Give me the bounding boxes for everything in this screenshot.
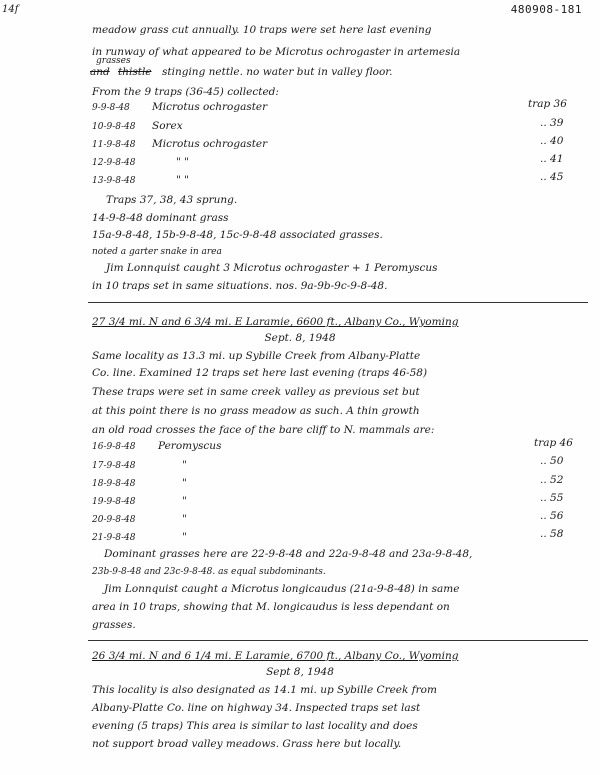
trap-number: .. 41: [540, 153, 564, 165]
species-name: ": [182, 495, 187, 507]
text-line: not support broad valley meadows. Grass here but locally.: [92, 738, 402, 750]
trap-number: .. 40: [540, 135, 564, 147]
text-line: an old road crosses the face of the bare cliff to N. mammals are:: [92, 424, 435, 436]
trap-number: .. 56: [540, 510, 564, 522]
text-line: in 10 traps set in same situations. nos. 9a-9b-9c-9-8-48.: [92, 280, 388, 292]
trap-number: .. 50: [540, 455, 564, 467]
section-divider: [88, 302, 588, 303]
specimen-id: 13-9-8-48: [92, 176, 136, 186]
locality-heading: 26 3/4 mi. N and 6 1/4 mi. E Laramie, 6700 ft., Albany Co., Wyoming: [92, 650, 459, 662]
struck-word: and: [90, 66, 110, 78]
species-name: ": [182, 531, 187, 543]
insertion-note: grasses: [96, 56, 131, 66]
text-line: at this point there is no grass meadow as such. A thin growth: [92, 405, 420, 417]
text-line: evening (5 traps) This area is similar to last locality and does: [92, 720, 418, 732]
text-line: This locality is also designated as 14.1 mi. up Sybille Creek from: [92, 684, 437, 696]
text-line: 15a-9-8-48, 15b-9-8-48, 15c-9-8-48 associated grasses.: [92, 229, 383, 241]
text-line: Same locality as 13.3 mi. up Sybille Creek from Albany-Platte: [92, 350, 421, 362]
species-name: ": [182, 477, 187, 489]
page-corner-mark: 14f: [2, 4, 19, 15]
text-line: Albany-Platte Co. line on highway 34. Inspected traps set last: [92, 702, 421, 714]
text-line: grasses.: [92, 619, 136, 631]
text-line: Dominant grasses here are 22-9-8-48 and 22a-9-8-48 and 23a-9-8-48,: [104, 548, 473, 560]
text-line: meadow grass cut annually. 10 traps were set here last evening: [92, 24, 432, 36]
specimen-id: 9-9-8-48: [92, 103, 130, 113]
section-divider: [88, 640, 588, 641]
trap-number: trap 46: [534, 437, 573, 449]
text-line: 23b-9-8-48 and 23c-9-8-48. as equal subdominants.: [92, 567, 326, 577]
species-name: ": [182, 459, 187, 471]
trap-number: .. 55: [540, 492, 564, 504]
entry-date: Sept 8, 1948: [266, 666, 334, 678]
trap-number: .. 58: [540, 528, 564, 540]
text-line: in runway of what appeared to be Microtus ochrogaster in artemesia: [92, 46, 461, 58]
species-name: " ": [176, 156, 189, 168]
trap-number: .. 39: [540, 117, 564, 129]
specimen-id: 19-9-8-48: [92, 497, 136, 507]
specimen-id: 12-9-8-48: [92, 158, 136, 168]
locality-heading: 27 3/4 mi. N and 6 3/4 mi. E Laramie, 6600 ft., Albany Co., Wyoming: [92, 316, 459, 328]
struck-word: thistle: [118, 66, 152, 78]
text-line: stinging nettle. no water but in valley floor.: [162, 66, 393, 78]
entry-date: Sept. 8, 1948: [264, 332, 336, 344]
specimen-id: 16-9-8-48: [92, 442, 136, 452]
text-line: area in 10 traps, showing that M. longicaudus is less dependant on: [92, 601, 450, 613]
species-name: " ": [176, 174, 189, 186]
species-name: Microtus ochrogaster: [152, 138, 268, 150]
text-line: From the 9 traps (36-45) collected:: [92, 86, 279, 98]
text-line: Jim Lonnquist caught 3 Microtus ochrogaster + 1 Peromyscus: [106, 262, 438, 274]
specimen-id: 10-9-8-48: [92, 122, 136, 132]
text-line: Co. line. Examined 12 traps set here last evening (traps 46-58): [92, 367, 428, 379]
text-line: 14-9-8-48 dominant grass: [92, 212, 229, 224]
specimen-id: 18-9-8-48: [92, 479, 136, 489]
specimen-id: 17-9-8-48: [92, 461, 136, 471]
species-name: Peromyscus: [158, 440, 222, 452]
specimen-id: 20-9-8-48: [92, 515, 136, 525]
trap-number: trap 36: [528, 98, 567, 110]
text-line: noted a garter snake in area: [92, 247, 222, 257]
text-line: Traps 37, 38, 43 sprung.: [106, 194, 238, 206]
trap-number: .. 45: [540, 171, 564, 183]
text-line: Jim Lonnquist caught a Microtus longicaudus (21a-9-8-48) in same: [104, 583, 460, 595]
specimen-id: 11-9-8-48: [92, 140, 136, 150]
catalog-stamp: 480908-181: [510, 3, 582, 16]
trap-number: .. 52: [540, 474, 564, 486]
species-name: Sorex: [152, 120, 183, 132]
species-name: Microtus ochrogaster: [152, 101, 268, 113]
species-name: ": [182, 513, 187, 525]
text-line: These traps were set in same creek valley as previous set but: [92, 386, 420, 398]
specimen-id: 21-9-8-48: [92, 533, 136, 543]
